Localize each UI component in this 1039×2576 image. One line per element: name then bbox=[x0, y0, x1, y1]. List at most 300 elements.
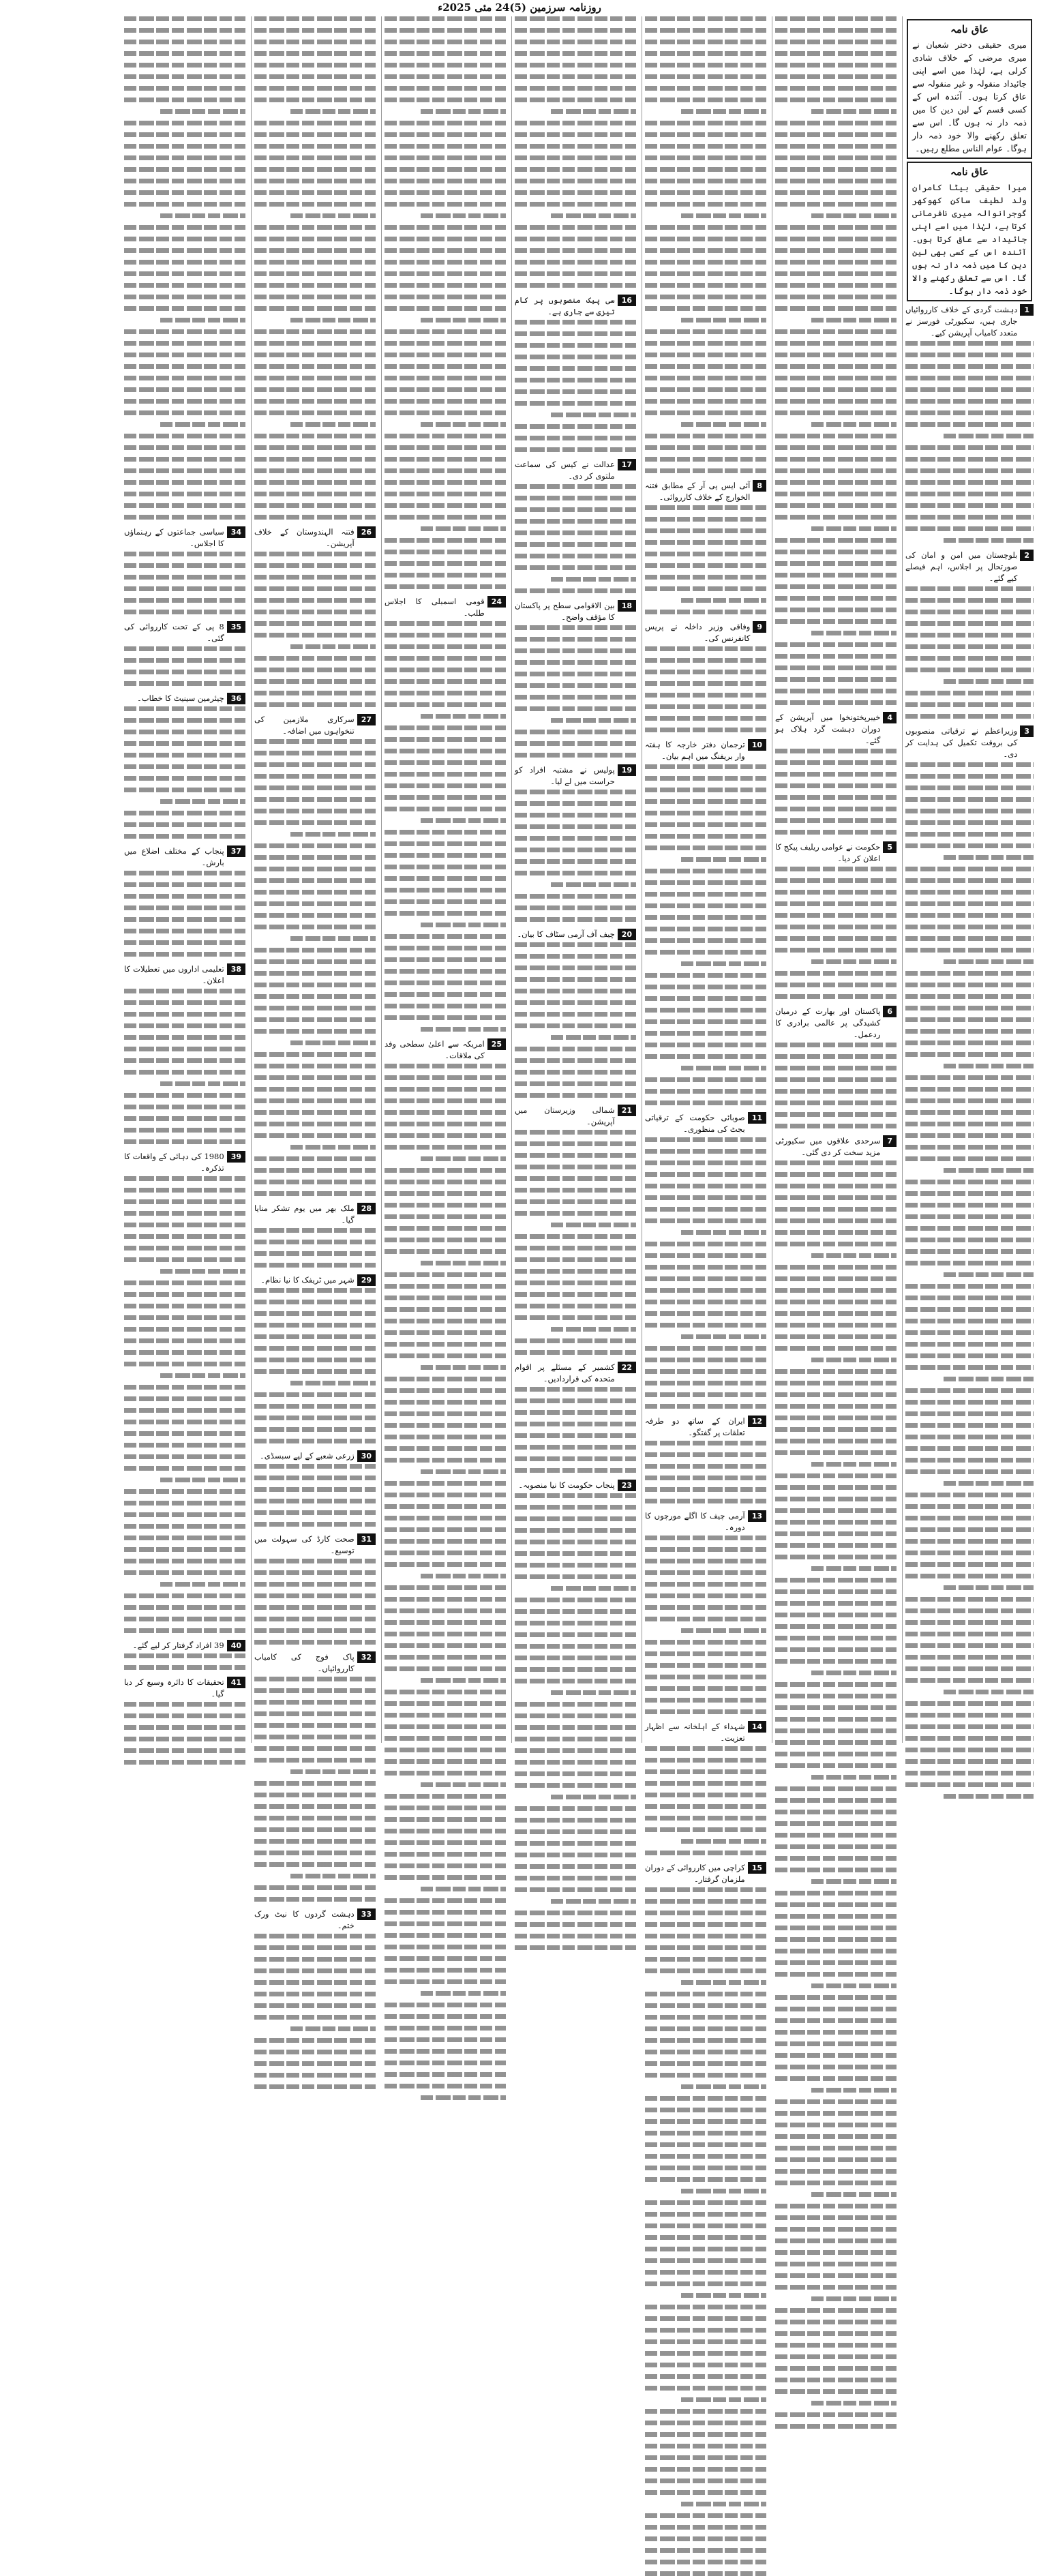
item-text: سرحدی علاقوں میں سکیورٹی مزید سخت کر دی گئی۔ bbox=[775, 1136, 881, 1157]
text-line bbox=[645, 1043, 766, 1047]
text-line bbox=[905, 1145, 1034, 1150]
body-text bbox=[254, 1228, 376, 1268]
news-item bbox=[515, 1105, 636, 1128]
text-line bbox=[905, 656, 1034, 661]
text-line bbox=[645, 1195, 766, 1200]
text-line bbox=[645, 2409, 766, 2414]
text-line bbox=[124, 1058, 245, 1063]
text-line bbox=[254, 1897, 376, 1902]
text-line bbox=[775, 179, 897, 183]
text-line bbox=[254, 2061, 376, 2066]
text-line bbox=[515, 144, 636, 149]
text-line bbox=[421, 1156, 506, 1161]
text-line bbox=[645, 776, 766, 781]
text-line bbox=[645, 1311, 766, 1316]
text-line bbox=[775, 329, 897, 334]
text-line bbox=[385, 1377, 506, 1381]
item-number: 14 bbox=[748, 1721, 766, 1733]
text-line bbox=[775, 867, 897, 871]
text-line bbox=[421, 714, 506, 719]
item-number: 31 bbox=[357, 1533, 376, 1545]
text-line bbox=[515, 447, 636, 452]
text-line bbox=[385, 1771, 506, 1776]
text-line bbox=[254, 480, 376, 485]
text-line bbox=[124, 1653, 245, 1658]
text-line bbox=[160, 799, 245, 804]
text-line bbox=[124, 1199, 245, 1204]
text-line bbox=[385, 830, 506, 835]
body-text bbox=[254, 1677, 376, 1902]
text-line bbox=[254, 691, 376, 695]
text-line bbox=[254, 295, 376, 299]
text-line bbox=[124, 1524, 245, 1529]
text-line bbox=[645, 1887, 766, 1892]
text-line bbox=[905, 1075, 1034, 1080]
text-line bbox=[905, 983, 1034, 987]
item-text: تحقیقات کا دائرہ وسیع کر دیا گیا۔ bbox=[124, 1677, 224, 1698]
text-line bbox=[905, 1446, 1034, 1451]
text-line bbox=[645, 1358, 766, 1362]
text-line bbox=[775, 2354, 897, 2359]
text-line bbox=[775, 2018, 897, 2023]
text-line bbox=[254, 971, 376, 976]
text-line bbox=[775, 2308, 897, 2313]
text-line bbox=[905, 1435, 1034, 1439]
news-item bbox=[645, 1721, 766, 1744]
item-number: 26 bbox=[357, 526, 376, 538]
text-line bbox=[811, 1671, 897, 1675]
text-line bbox=[124, 1617, 245, 1621]
text-line bbox=[124, 457, 245, 462]
text-line bbox=[645, 2108, 766, 2112]
text-line bbox=[775, 1473, 897, 1478]
text-line bbox=[124, 434, 245, 438]
text-line bbox=[775, 1242, 897, 1246]
text-line bbox=[681, 1334, 766, 1339]
text-line bbox=[385, 445, 506, 450]
item-text: شہر میں ٹریفک کا نیا نظام۔ bbox=[260, 1275, 355, 1285]
text-line bbox=[515, 1598, 636, 1602]
body-text bbox=[124, 871, 245, 957]
text-line bbox=[905, 503, 1034, 508]
text-line bbox=[515, 648, 636, 653]
text-line bbox=[385, 248, 506, 253]
text-line bbox=[254, 1582, 376, 1587]
text-line bbox=[515, 190, 636, 195]
text-line bbox=[905, 387, 1034, 392]
text-line bbox=[254, 248, 376, 253]
item-number: 7 bbox=[883, 1135, 897, 1147]
notice-box-1 bbox=[907, 19, 1032, 159]
text-line bbox=[645, 399, 766, 404]
text-line bbox=[385, 1655, 506, 1660]
text-line bbox=[385, 2061, 506, 2065]
text-line bbox=[775, 1265, 897, 1270]
news-item bbox=[254, 1450, 376, 1462]
text-line bbox=[775, 399, 897, 404]
text-line bbox=[515, 1679, 636, 1683]
text-line bbox=[645, 2038, 766, 2043]
text-line bbox=[385, 1632, 506, 1636]
body-text bbox=[645, 16, 766, 473]
text-line bbox=[515, 672, 636, 676]
text-line bbox=[811, 2401, 897, 2406]
text-line bbox=[124, 753, 245, 758]
text-line bbox=[551, 882, 636, 887]
text-line bbox=[290, 318, 376, 323]
text-line bbox=[775, 1995, 897, 2000]
text-line bbox=[385, 492, 506, 496]
text-line bbox=[775, 202, 897, 207]
item-number: 19 bbox=[618, 764, 636, 776]
text-line bbox=[124, 202, 245, 207]
item-number: 3 bbox=[1020, 725, 1034, 737]
text-line bbox=[775, 665, 897, 670]
text-line bbox=[254, 376, 376, 380]
text-line bbox=[645, 540, 766, 545]
text-line bbox=[775, 1450, 897, 1455]
text-line bbox=[515, 283, 636, 288]
text-line bbox=[775, 86, 897, 91]
text-line bbox=[645, 1651, 766, 1656]
text-line bbox=[290, 936, 376, 941]
text-line bbox=[775, 295, 897, 299]
text-line bbox=[775, 2412, 897, 2417]
text-line bbox=[905, 820, 1034, 825]
news-item bbox=[515, 929, 636, 940]
text-line bbox=[515, 1540, 636, 1544]
text-line bbox=[385, 772, 506, 777]
text-line bbox=[124, 1315, 245, 1320]
text-line bbox=[775, 2041, 897, 2046]
text-line bbox=[290, 422, 376, 427]
text-line bbox=[775, 1949, 897, 1953]
text-line bbox=[775, 1914, 897, 1919]
text-line bbox=[421, 1991, 506, 1996]
body-text bbox=[254, 1559, 376, 1645]
text-line bbox=[681, 213, 766, 218]
text-line bbox=[515, 1269, 636, 1274]
text-line bbox=[645, 1276, 766, 1281]
text-line bbox=[254, 621, 376, 626]
item-text: قومی اسمبلی کا اجلاس طلب۔ bbox=[385, 597, 485, 618]
masthead-dateline: روزنامہ سرزمین (5)24 مئی 2025ء bbox=[438, 1, 601, 14]
text-line bbox=[385, 1075, 506, 1080]
text-line bbox=[385, 749, 506, 753]
text-line bbox=[385, 621, 506, 626]
text-line bbox=[124, 929, 245, 933]
text-line bbox=[775, 1112, 897, 1117]
text-line bbox=[515, 1211, 636, 1216]
text-line bbox=[385, 1214, 506, 1219]
text-line bbox=[124, 1737, 245, 1741]
text-line bbox=[905, 843, 1034, 848]
text-line bbox=[645, 1945, 766, 1950]
text-line bbox=[515, 343, 636, 348]
text-line bbox=[645, 1804, 766, 1809]
text-line bbox=[645, 86, 766, 91]
item-text: پولیس نے مشتبہ افراد کو حراست میں لے لیا۔ bbox=[515, 765, 615, 786]
item-text: ایران کے ساتھ دو طرفہ تعلقات پر گفتگو۔ bbox=[645, 1416, 745, 1437]
text-line bbox=[385, 1110, 506, 1115]
text-line bbox=[160, 318, 245, 323]
text-line bbox=[254, 1133, 376, 1138]
text-line bbox=[421, 1887, 506, 1891]
text-line bbox=[645, 1640, 766, 1645]
text-line bbox=[385, 1539, 506, 1544]
text-line bbox=[385, 190, 506, 195]
text-line bbox=[254, 503, 376, 508]
text-line bbox=[905, 797, 1034, 802]
text-line bbox=[905, 1040, 1034, 1045]
text-line bbox=[905, 1724, 1034, 1729]
text-line bbox=[124, 410, 245, 415]
text-line bbox=[254, 785, 376, 790]
text-line bbox=[254, 1827, 376, 1832]
text-line bbox=[385, 783, 506, 788]
text-line bbox=[385, 1643, 506, 1648]
text-line bbox=[254, 1617, 376, 1621]
text-line bbox=[775, 936, 897, 941]
text-line bbox=[905, 878, 1034, 883]
item-number: 15 bbox=[748, 1862, 766, 1874]
text-line bbox=[124, 1035, 245, 1040]
text-line bbox=[905, 1296, 1034, 1300]
text-line bbox=[551, 1899, 636, 1904]
text-line bbox=[254, 2015, 376, 2020]
news-item bbox=[515, 295, 636, 318]
text-line bbox=[385, 1122, 506, 1126]
body-text bbox=[645, 1887, 766, 2576]
text-line bbox=[421, 318, 506, 323]
text-line bbox=[124, 1408, 245, 1413]
text-line bbox=[905, 1330, 1034, 1335]
text-line bbox=[385, 503, 506, 508]
item-text: کشمیر کے مسئلے پر اقوام متحدہ کی قراردادیں۔ bbox=[515, 1362, 615, 1383]
text-line bbox=[645, 811, 766, 815]
text-line bbox=[254, 445, 376, 450]
body-text bbox=[775, 867, 897, 999]
text-line bbox=[551, 109, 636, 114]
text-line bbox=[645, 2490, 766, 2495]
text-line bbox=[515, 824, 636, 829]
text-line bbox=[645, 2281, 766, 2286]
text-line bbox=[385, 515, 506, 520]
text-line bbox=[811, 631, 897, 635]
text-line bbox=[124, 1093, 245, 1098]
text-line bbox=[775, 1891, 897, 1896]
text-line bbox=[775, 121, 897, 125]
text-line bbox=[385, 1852, 506, 1857]
text-line bbox=[124, 1292, 245, 1297]
text-line bbox=[775, 561, 897, 566]
text-line bbox=[160, 1478, 245, 1482]
text-line bbox=[254, 2038, 376, 2043]
text-line bbox=[681, 318, 766, 323]
text-line bbox=[645, 2073, 766, 2078]
text-line bbox=[645, 295, 766, 299]
text-line bbox=[811, 422, 897, 427]
text-line bbox=[775, 1077, 897, 1082]
text-line bbox=[385, 865, 506, 869]
text-line bbox=[775, 1346, 897, 1351]
text-line bbox=[645, 2444, 766, 2448]
text-line bbox=[515, 237, 636, 241]
text-line bbox=[254, 1191, 376, 1196]
text-line bbox=[645, 2258, 766, 2263]
news-item bbox=[254, 1274, 376, 1286]
text-line bbox=[775, 445, 897, 450]
text-line bbox=[124, 1105, 245, 1109]
text-line bbox=[645, 1781, 766, 1786]
item-text: سرکاری ملازمین کی تنخواہوں میں اضافہ۔ bbox=[254, 715, 355, 736]
news-item bbox=[775, 1006, 897, 1040]
text-line bbox=[775, 573, 897, 578]
item-number: 17 bbox=[618, 459, 636, 470]
text-line bbox=[645, 2305, 766, 2309]
text-line bbox=[944, 959, 1034, 964]
body-text bbox=[124, 1702, 245, 1765]
text-line bbox=[944, 1481, 1034, 1486]
text-line bbox=[124, 1536, 245, 1540]
text-line bbox=[385, 1493, 506, 1497]
text-line bbox=[515, 1387, 636, 1392]
text-line bbox=[645, 1758, 766, 1763]
text-line bbox=[905, 1052, 1034, 1057]
text-line bbox=[254, 1781, 376, 1786]
text-line bbox=[254, 867, 376, 871]
text-line bbox=[515, 989, 636, 993]
text-line bbox=[645, 1100, 766, 1105]
text-line bbox=[515, 1350, 636, 1355]
text-line bbox=[385, 387, 506, 392]
text-line bbox=[645, 2142, 766, 2147]
text-line bbox=[515, 1093, 636, 1098]
text-line bbox=[905, 1632, 1034, 1636]
text-line bbox=[254, 575, 376, 580]
text-line bbox=[385, 1875, 506, 1880]
item-text: وفاقی وزیر داخلہ نے پریس کانفرنس کی۔ bbox=[645, 622, 751, 643]
text-line bbox=[811, 1983, 897, 1988]
text-line bbox=[124, 741, 245, 746]
text-line bbox=[775, 2030, 897, 2035]
body-text bbox=[775, 16, 897, 705]
text-line bbox=[645, 376, 766, 380]
news-item bbox=[645, 1510, 766, 1533]
text-line bbox=[124, 1211, 245, 1216]
text-line bbox=[775, 28, 897, 33]
text-line bbox=[645, 1452, 766, 1457]
text-line bbox=[775, 2238, 897, 2243]
news-item bbox=[254, 1651, 376, 1675]
text-line bbox=[290, 1874, 376, 1878]
text-line bbox=[775, 2215, 897, 2220]
text-line bbox=[515, 977, 636, 982]
text-line bbox=[905, 598, 1034, 603]
text-line bbox=[681, 961, 766, 966]
text-line bbox=[124, 1512, 245, 1517]
text-line bbox=[645, 2536, 766, 2541]
text-line bbox=[254, 1677, 376, 1681]
text-line bbox=[254, 1605, 376, 1610]
text-line bbox=[775, 2262, 897, 2266]
text-line bbox=[254, 410, 376, 415]
text-line bbox=[254, 341, 376, 346]
body-text bbox=[515, 320, 636, 452]
text-line bbox=[905, 1191, 1034, 1196]
text-line bbox=[385, 550, 506, 554]
text-line bbox=[775, 1160, 897, 1165]
text-line bbox=[515, 1000, 636, 1005]
text-line bbox=[254, 271, 376, 276]
text-line bbox=[515, 378, 636, 383]
text-line bbox=[254, 1980, 376, 1985]
text-line bbox=[905, 1365, 1034, 1370]
item-number: 39 bbox=[227, 1151, 245, 1163]
text-line bbox=[254, 774, 376, 779]
text-line bbox=[645, 1536, 766, 1540]
text-line bbox=[515, 1841, 636, 1846]
text-line bbox=[124, 1570, 245, 1575]
text-line bbox=[905, 480, 1034, 485]
text-line bbox=[385, 538, 506, 543]
news-item bbox=[254, 714, 376, 737]
body-text bbox=[645, 1441, 766, 1503]
text-line bbox=[515, 965, 636, 970]
text-line bbox=[385, 1701, 506, 1706]
text-line bbox=[385, 573, 506, 578]
text-line bbox=[254, 492, 376, 496]
body-text bbox=[124, 706, 245, 839]
item-number: 16 bbox=[618, 295, 636, 306]
text-line bbox=[515, 660, 636, 665]
news-item bbox=[124, 845, 245, 869]
text-line bbox=[124, 658, 245, 663]
text-line bbox=[254, 1251, 376, 1256]
text-line bbox=[775, 760, 897, 765]
text-line bbox=[645, 387, 766, 392]
text-line bbox=[905, 1736, 1034, 1741]
text-line bbox=[645, 2363, 766, 2367]
text-line bbox=[124, 1713, 245, 1718]
text-line bbox=[775, 1531, 897, 1536]
text-line bbox=[775, 619, 897, 624]
text-line bbox=[645, 704, 766, 709]
news-item bbox=[124, 1151, 245, 1174]
text-line bbox=[385, 86, 506, 91]
text-line bbox=[254, 1499, 376, 1503]
item-text: شہداء کے اہلخانہ سے اظہار تعزیت۔ bbox=[645, 1722, 745, 1743]
text-line bbox=[681, 422, 766, 427]
text-line bbox=[645, 1769, 766, 1774]
text-line bbox=[124, 586, 245, 591]
text-line bbox=[124, 1234, 245, 1239]
text-line bbox=[775, 74, 897, 79]
notice-box-2 bbox=[907, 162, 1032, 301]
text-line bbox=[254, 1369, 376, 1374]
news-item bbox=[515, 764, 636, 788]
text-line bbox=[290, 1769, 376, 1774]
body-text bbox=[515, 1130, 636, 1355]
text-line bbox=[385, 1806, 506, 1810]
text-line bbox=[645, 2328, 766, 2333]
text-line bbox=[775, 1926, 897, 1930]
text-line bbox=[254, 1156, 376, 1161]
text-line bbox=[385, 179, 506, 183]
text-line bbox=[905, 1226, 1034, 1231]
text-line bbox=[645, 237, 766, 241]
text-line bbox=[515, 484, 636, 489]
